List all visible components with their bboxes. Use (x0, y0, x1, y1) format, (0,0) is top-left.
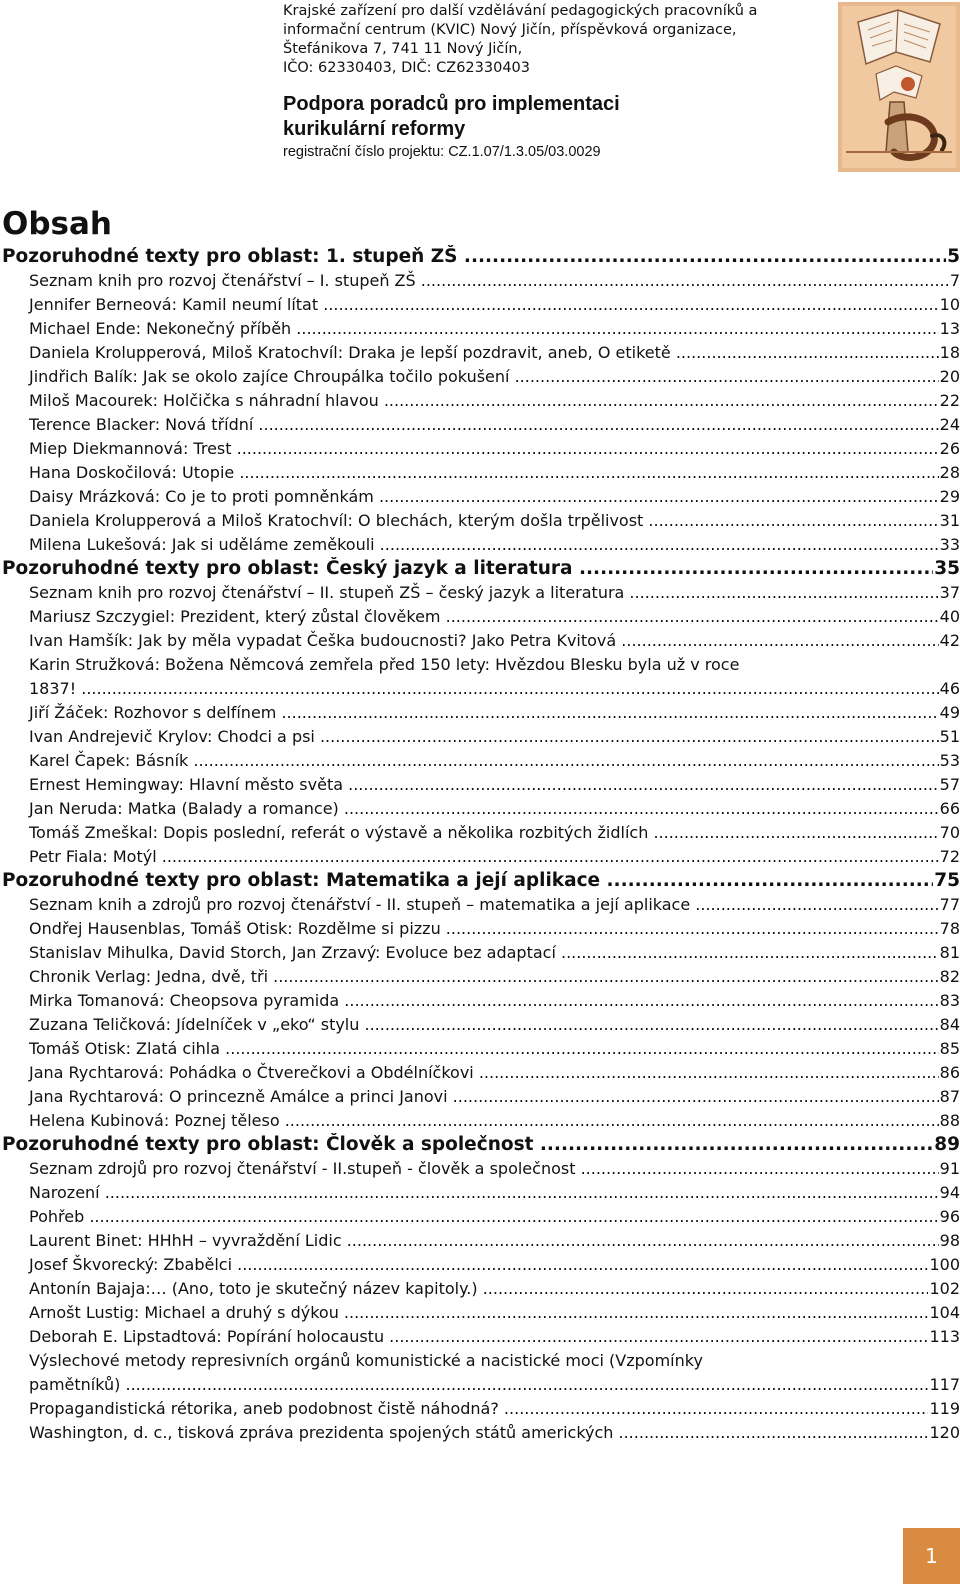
toc-entry-title: Milena Lukešová: Jak si uděláme zeměkouli ..... (29, 535, 960, 554)
toc-entry-page: 51 (939, 725, 960, 749)
toc-entry[interactable] (0, 797, 960, 821)
toc-entry-page: 29 (939, 485, 960, 509)
toc-entry[interactable] (0, 581, 960, 605)
toc-entry-page: 72 (939, 845, 960, 869)
toc-entry-title: Ivan Andrejevič Krylov: Chodci a psi ..... (29, 727, 960, 746)
toc-entry-title: Deborah E. Lipstadtová: Popírání holocaustu ..... (29, 1327, 960, 1346)
toc-entry-page: 91 (939, 1157, 960, 1181)
toc-entry-page: 24 (939, 413, 960, 437)
toc-entry-title: Laurent Binet: HHhH – vyvraždění Lidic ..... (29, 1231, 960, 1250)
project-title-line-2: kurikulární reformy (283, 118, 466, 140)
toc-entry[interactable] (0, 941, 960, 965)
toc-entry-page: 85 (939, 1037, 960, 1061)
toc-entry-title-continuation: pamětníků) ..... (29, 1373, 958, 1397)
toc-entry-page: 42 (939, 629, 960, 653)
toc-entry-title-continuation: 1837! ..... (29, 677, 958, 701)
toc-entry[interactable] (0, 1157, 960, 1181)
toc-entry-page: 18 (939, 341, 960, 365)
toc-entry-page: 53 (939, 749, 960, 773)
toc-entry-page: 7 (949, 269, 960, 293)
toc-entry-title: Pozoruhodné texty pro oblast: Matematika a její aplikace ..... (2, 870, 960, 891)
toc-entry[interactable] (0, 965, 960, 989)
toc-entry-title: Ondřej Hausenblas, Tomáš Otisk: Rozdělme si pizzu ..... (29, 919, 960, 938)
toc-entry-title: Seznam zdrojů pro rozvoj čtenářství - II.stupeň - člověk a společnost ..... (29, 1159, 960, 1178)
toc-title: Obsah (2, 206, 112, 242)
toc-entry-title: Daniela Krolupperová a Miloš Kratochvíl: O blechách, kterým došla trpělivost ..... (29, 511, 960, 530)
toc-entry[interactable] (0, 917, 960, 941)
toc-entry-page: 31 (939, 509, 960, 533)
toc-entry-page: 86 (939, 1061, 960, 1085)
toc-entry-title: Mirka Tomanová: Cheopsova pyramida ..... (29, 991, 960, 1010)
toc-entry-title: Washington, d. c., tisková zpráva prezidenta spojených států amerických ..... (29, 1423, 960, 1442)
toc-entry[interactable] (0, 1253, 960, 1277)
toc-entry[interactable] (0, 485, 960, 509)
toc-entry[interactable] (0, 1229, 960, 1253)
toc-entry-page: 102 (928, 1277, 960, 1301)
toc-entry[interactable] (0, 605, 960, 629)
toc-entry[interactable] (0, 1397, 960, 1421)
toc-entry-title: Helena Kubinová: Poznej těleso ..... (29, 1111, 960, 1130)
toc-entry-title: Karin Stružková: Božena Němcová zemřela před 150 lety: Hvězdou Blesku byla už v roce (29, 655, 740, 674)
toc-entry[interactable] (0, 1277, 960, 1301)
toc-entry[interactable] (0, 989, 960, 1013)
toc-entry[interactable] (0, 1061, 960, 1085)
toc-entry-page: 104 (928, 1301, 960, 1325)
org-line: IČO: 62330403, DIČ: CZ62330403 (283, 60, 530, 76)
project-title (283, 92, 803, 142)
toc-entry-page: 5 (947, 246, 960, 267)
toc-entry-title: Seznam knih pro rozvoj čtenářství – I. stupeň ZŠ ..... (29, 271, 960, 290)
toc-entry[interactable] (0, 725, 960, 749)
toc-entry-title: Josef Škvorecký: Zbabělci ..... (29, 1255, 960, 1274)
toc-entry-title: Ivan Hamšík: Jak by měla vypadat Češka budoucnosti? Jako Petra Kvitová ..... (29, 631, 960, 650)
toc-entry[interactable] (0, 893, 960, 917)
toc-entry-page: 119 (928, 1397, 960, 1421)
toc-entry-title: Seznam knih a zdrojů pro rozvoj čtenářství - II. stupeň – matematika a její aplikace ..... (29, 895, 960, 914)
toc-entry-page: 70 (939, 821, 960, 845)
toc-entry-page: 78 (939, 917, 960, 941)
toc-entry[interactable] (0, 1109, 960, 1133)
table-of-contents (0, 245, 960, 1445)
toc-entry[interactable] (0, 821, 960, 845)
toc-entry-title: Chronik Verlag: Jedna, dvě, tři ..... (29, 967, 960, 986)
toc-entry-title: Miep Diekmannová: Trest ..... (29, 439, 960, 458)
toc-entry-page: 120 (928, 1421, 960, 1445)
toc-entry[interactable] (0, 437, 960, 461)
toc-entry[interactable] (0, 1349, 960, 1397)
page-number-badge: 1 (903, 1528, 960, 1584)
toc-entry[interactable] (0, 533, 960, 557)
toc-entry-title: Jennifer Berneová: Kamil neumí lítat ..... (29, 295, 960, 314)
toc-entry-page: 22 (939, 389, 960, 413)
toc-entry-title: Daisy Mrázková: Co je to proti pomněnkám ..... (29, 487, 960, 506)
toc-entry-page: 84 (939, 1013, 960, 1037)
toc-entry-title: Jana Rychtarová: O princezně Amálce a princi Janovi ..... (29, 1087, 960, 1106)
toc-entry-page: 35 (934, 558, 960, 579)
toc-entry-page: 87 (939, 1085, 960, 1109)
toc-entry-page: 81 (939, 941, 960, 965)
toc-entry[interactable] (0, 1301, 960, 1325)
toc-entry-page: 96 (939, 1205, 960, 1229)
toc-entry[interactable] (0, 509, 960, 533)
toc-entry-title: Pozoruhodné texty pro oblast: 1. stupeň ZŠ ..... (2, 246, 960, 267)
toc-entry-page: 75 (934, 870, 960, 891)
toc-entry-title: Jan Neruda: Matka (Balady a romance) ..... (29, 799, 960, 818)
toc-entry-page: 94 (939, 1181, 960, 1205)
toc-entry[interactable] (0, 293, 960, 317)
toc-entry-page: 88 (939, 1109, 960, 1133)
toc-entry-title: Karel Čapek: Básník ..... (29, 751, 960, 770)
toc-entry-page: 83 (939, 989, 960, 1013)
book-pen-illustration-icon (838, 2, 960, 172)
toc-entry-title: Stanislav Mihulka, David Storch, Jan Zrzavý: Evoluce bez adaptací ..... (29, 943, 960, 962)
toc-entry[interactable] (0, 1205, 960, 1229)
toc-entry-title: Zuzana Teličková: Jídelníček v „eko“ stylu ..... (29, 1015, 960, 1034)
org-line: informační centrum (KVIC) Nový Jičín, příspěvková organizace, (283, 22, 737, 38)
toc-entry-title: Narození ..... (29, 1183, 960, 1202)
toc-entry-page: 10 (939, 293, 960, 317)
toc-entry-title: Terence Blacker: Nová třídní ..... (29, 415, 960, 434)
toc-entry-title: Propagandistická rétorika, aneb podobnost čistě náhodná? ..... (29, 1399, 960, 1418)
toc-entry-page: 77 (939, 893, 960, 917)
toc-entry-page: 98 (939, 1229, 960, 1253)
toc-entry[interactable] (0, 269, 960, 293)
toc-entry[interactable] (0, 653, 960, 701)
toc-entry[interactable] (0, 341, 960, 365)
toc-entry-page: 100 (928, 1253, 960, 1277)
toc-entry[interactable] (0, 629, 960, 653)
toc-entry-title: Petr Fiala: Motýl ..... (29, 847, 960, 866)
toc-entry[interactable] (0, 1085, 960, 1109)
toc-entry-page: 20 (939, 365, 960, 389)
toc-entry[interactable] (0, 1037, 960, 1061)
project-title-line-1: Podpora poradců pro implementaci (283, 93, 620, 115)
toc-entry-page: 49 (939, 701, 960, 725)
toc-entry-title: Tomáš Otisk: Zlatá cihla ..... (29, 1039, 960, 1058)
toc-section-entry[interactable] (0, 557, 960, 581)
toc-entry-title: Pozoruhodné texty pro oblast: Člověk a společnost ..... (2, 1134, 960, 1155)
toc-entry-title: Výslechové metody represivních orgánů komunistické a nacistické moci (Vzpomínky (29, 1351, 703, 1370)
toc-entry[interactable] (0, 1325, 960, 1349)
toc-entry[interactable] (0, 1181, 960, 1205)
toc-entry-title: Jindřich Balík: Jak se okolo zajíce Chroupálka točilo pokušení ..... (29, 367, 960, 386)
toc-entry-page: 66 (939, 797, 960, 821)
toc-entry-title: Tomáš Zmeškal: Dopis poslední, referát o výstavě a několika rozbitých židlích ..... (29, 823, 960, 842)
toc-entry[interactable] (0, 389, 960, 413)
toc-entry-title: Antonín Bajaja:… (Ano, toto je skutečný název kapitoly.) ..... (29, 1279, 960, 1298)
toc-section-entry[interactable] (0, 869, 960, 893)
toc-entry-title: Michael Ende: Nekonečný příběh ..... (29, 319, 960, 338)
toc-entry[interactable] (0, 701, 960, 725)
toc-entry[interactable] (0, 413, 960, 437)
toc-entry[interactable] (0, 365, 960, 389)
org-line: Štefánikova 7, 741 11 Nový Jičín, (283, 41, 523, 57)
toc-entry-page: 26 (939, 437, 960, 461)
org-address (283, 2, 803, 78)
toc-entry-title: Mariusz Szczygiel: Prezident, který zůstal člověkem ..... (29, 607, 960, 626)
toc-entry-title: Hana Doskočilová: Utopie ..... (29, 463, 960, 482)
toc-entry-title: Daniela Krolupperová, Miloš Kratochvíl: Draka je lepší pozdravit, aneb, O etiketě ..... (29, 343, 960, 362)
toc-entry-page: 46 (939, 677, 960, 701)
toc-entry-page: 33 (939, 533, 960, 557)
toc-entry-title: Miloš Macourek: Holčička s náhradní hlavou ..... (29, 391, 960, 410)
toc-entry-page: 89 (934, 1134, 960, 1155)
toc-entry-page: 113 (928, 1325, 960, 1349)
toc-entry-title: Ernest Hemingway: Hlavní město světa ..... (29, 775, 960, 794)
toc-entry[interactable] (0, 461, 960, 485)
toc-section-entry[interactable] (0, 1133, 960, 1157)
toc-entry-page: 28 (939, 461, 960, 485)
org-line: Krajské zařízení pro další vzdělávání pedagogických pracovníků a (283, 3, 758, 19)
toc-entry-title: Jiří Žáček: Rozhovor s delfínem ..... (29, 703, 960, 722)
toc-entry[interactable] (0, 317, 960, 341)
toc-entry[interactable] (0, 845, 960, 869)
toc-entry-page: 82 (939, 965, 960, 989)
toc-entry-title: Pohřeb ..... (29, 1207, 960, 1226)
toc-entry-page: 117 (928, 1373, 960, 1397)
toc-section-entry[interactable] (0, 245, 960, 269)
toc-entry[interactable] (0, 773, 960, 797)
toc-entry[interactable] (0, 749, 960, 773)
toc-entry-page: 13 (939, 317, 960, 341)
toc-entry-page: 57 (939, 773, 960, 797)
toc-entry-title: Seznam knih pro rozvoj čtenářství – II. stupeň ZŠ – český jazyk a literatura ..... (29, 583, 960, 602)
toc-entry-title: Jana Rychtarová: Pohádka o Čtverečkovi a Obdélníčkovi ..... (29, 1063, 960, 1082)
toc-entry[interactable] (0, 1013, 960, 1037)
toc-entry-page: 40 (939, 605, 960, 629)
registration-number: registrační číslo projektu: CZ.1.07/1.3.05/03.0029 (283, 144, 601, 160)
toc-entry-page: 37 (939, 581, 960, 605)
toc-entry-title: Arnošt Lustig: Michael a druhý s dýkou ..... (29, 1303, 960, 1322)
toc-entry-title: Pozoruhodné texty pro oblast: Český jazyk a literatura ..... (2, 558, 960, 579)
toc-entry[interactable] (0, 1421, 960, 1445)
document-header (283, 2, 803, 162)
